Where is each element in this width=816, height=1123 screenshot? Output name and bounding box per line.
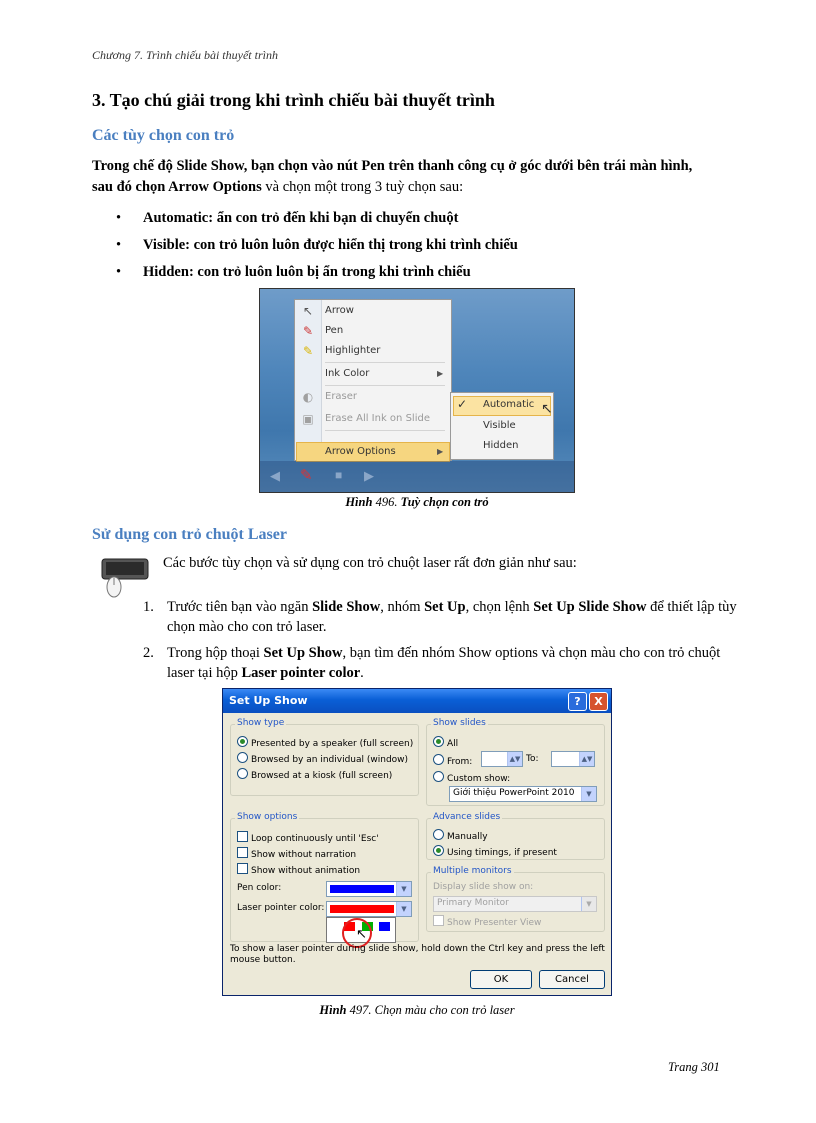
checkbox-presenter-view[interactable]: Show Presenter View bbox=[433, 915, 541, 928]
radio-browsed-individual[interactable]: Browsed by an individual (window) bbox=[237, 752, 408, 765]
laser-color-select[interactable] bbox=[326, 901, 412, 917]
chevron-down-icon: ▼ bbox=[581, 787, 596, 801]
intro-line-2 bbox=[92, 177, 463, 198]
page-number: Trang 301 bbox=[668, 1060, 720, 1074]
arrow-options-submenu bbox=[450, 392, 554, 460]
display-on-label: Display slide show on: bbox=[433, 882, 534, 892]
menu-item-erase-all[interactable]: Erase All Ink on Slide bbox=[325, 413, 430, 424]
figure-pointer-options bbox=[259, 288, 575, 493]
show-slides-label: Show slides bbox=[433, 718, 486, 728]
advance-slides-label: Advance slides bbox=[433, 812, 501, 822]
show-type-label: Show type bbox=[237, 718, 285, 728]
chevron-down-icon: ▼ bbox=[396, 902, 411, 916]
radio-custom-show[interactable]: Custom show: bbox=[433, 771, 510, 784]
next-icon[interactable]: ▶ bbox=[364, 468, 374, 483]
radio-presented[interactable]: Presented by a speaker (full screen) bbox=[237, 736, 413, 749]
page-header: Chương 7. Trình chiếu bài thuyết trình bbox=[92, 48, 278, 62]
dialog-titlebar bbox=[223, 689, 611, 713]
radio-timings[interactable]: Using timings, if present bbox=[433, 845, 557, 858]
laser-color-swatch bbox=[330, 905, 394, 913]
show-options-label: Show options bbox=[237, 812, 298, 822]
bullet-desc: : con trỏ luôn luôn bị ẩn trong khi trình chiếu bbox=[188, 264, 471, 280]
laser-intro: Các bước tùy chọn và sử dụng con trỏ chuột laser rất đơn giản như sau: bbox=[163, 555, 577, 571]
figure-497-caption: Hình 497. Chọn màu cho con trỏ laser bbox=[319, 1003, 515, 1017]
ok-button[interactable]: OK bbox=[470, 970, 532, 989]
bullet-term: Automatic bbox=[143, 210, 209, 226]
pen-color-select[interactable] bbox=[326, 881, 412, 897]
laser-hint-text: To show a laser pointer during slide show, hold down the Ctrl key and press the left mouse button. bbox=[230, 944, 605, 965]
chevron-down-icon: ▼ bbox=[581, 897, 596, 911]
menu-item-pen[interactable]: Pen bbox=[325, 325, 344, 336]
submenu-automatic[interactable]: Automatic bbox=[483, 399, 535, 410]
monitor-select[interactable]: Primary Monitor ▼ bbox=[433, 896, 597, 912]
menu-item-arrow-options[interactable]: Arrow Options ▶ bbox=[325, 446, 444, 457]
chevron-down-icon: ▼ bbox=[396, 882, 411, 896]
menu-item-arrow[interactable]: Arrow bbox=[325, 305, 354, 316]
menu-item-highlighter[interactable]: Highlighter bbox=[325, 345, 381, 356]
step-2: 2. Trong hộp thoại Set Up Show, bạn tìm đến nhóm Show options và chọn màu cho con trỏ chuột laser tại hộp Laser pointer color. bbox=[143, 645, 721, 681]
bullet-desc: : ẩn con trỏ đến khi bạn di chuyển chuột bbox=[208, 210, 459, 226]
radio-all[interactable]: All bbox=[433, 736, 458, 749]
swatch-blue[interactable] bbox=[379, 922, 390, 931]
bullet-term: Hidden bbox=[143, 264, 189, 280]
pen-color-swatch bbox=[330, 885, 394, 893]
check-icon: ✓ bbox=[457, 397, 468, 411]
subsection-title-pointer-options: Các tùy chọn con trỏ bbox=[92, 127, 235, 144]
prev-icon[interactable]: ◀ bbox=[270, 468, 280, 483]
pen-context-menu bbox=[294, 299, 452, 461]
menu-item-ink-color[interactable]: Ink Color ▶ bbox=[325, 368, 444, 379]
bullet-term: Visible bbox=[143, 237, 186, 253]
highlighter-icon: ✎ bbox=[302, 344, 314, 358]
section-title: 3. Tạo chú giải trong khi trình chiếu bài thuyết trình bbox=[92, 90, 495, 110]
close-button[interactable]: X bbox=[589, 692, 608, 711]
checkbox-no-narration[interactable]: Show without narration bbox=[237, 847, 356, 860]
step-1: 1. Trước tiên bạn vào ngăn Slide Show, nhóm Set Up, chọn lệnh Set Up Slide Show để thiết lập tùy chọn mào cho con trỏ laser. bbox=[143, 599, 737, 635]
figure-496-caption: Hình 496. Tuỳ chọn con trỏ bbox=[345, 495, 489, 509]
dialog-title: Set Up Show bbox=[229, 694, 308, 707]
multiple-monitors-label: Multiple monitors bbox=[433, 866, 512, 876]
menu-icon[interactable]: ■ bbox=[335, 468, 343, 482]
checkbox-loop[interactable]: Loop continuously until 'Esc' bbox=[237, 831, 379, 844]
laser-color-label: Laser pointer color: bbox=[237, 903, 325, 913]
submenu-hidden[interactable]: Hidden bbox=[483, 440, 519, 451]
set-up-show-dialog bbox=[222, 688, 612, 996]
cancel-button[interactable]: Cancel bbox=[539, 970, 605, 989]
intro-arrow-options: Arrow Options bbox=[168, 179, 262, 195]
slideshow-toolbar bbox=[260, 461, 574, 492]
radio-manually[interactable]: Manually bbox=[433, 829, 488, 842]
intro-prefix: sau đó chọn bbox=[92, 179, 169, 195]
pen-icon: ✎ bbox=[302, 324, 314, 338]
checkbox-no-animation[interactable]: Show without animation bbox=[237, 863, 360, 876]
to-input[interactable]: ▲▼ bbox=[551, 751, 595, 767]
subsection-title-laser: Sử dụng con trỏ chuột Laser bbox=[92, 526, 287, 543]
to-label: To: bbox=[526, 754, 539, 764]
pen-tool-icon[interactable]: ✎ bbox=[300, 468, 313, 484]
from-input[interactable]: ▲▼ bbox=[481, 751, 523, 767]
menu-item-eraser[interactable]: Eraser bbox=[325, 391, 358, 402]
eraser-icon: ◐ bbox=[302, 390, 314, 404]
submenu-visible[interactable]: Visible bbox=[483, 420, 516, 431]
help-button[interactable]: ? bbox=[568, 692, 587, 711]
pen-color-label: Pen color: bbox=[237, 883, 282, 893]
custom-show-select[interactable]: Giới thiệu PowerPoint 2010 ▼ bbox=[449, 786, 597, 802]
bullet-desc: : con trỏ luôn luôn được hiển thị trong khi trình chiếu bbox=[185, 237, 518, 253]
radio-browsed-kiosk[interactable]: Browsed at a kiosk (full screen) bbox=[237, 768, 392, 781]
laser-mouse-icon bbox=[98, 553, 152, 599]
intro-suffix: và chọn một trong 3 tuỳ chọn sau: bbox=[261, 179, 464, 195]
radio-from[interactable]: From: bbox=[433, 754, 472, 767]
cursor-icon: ↖ bbox=[356, 927, 367, 942]
erase-all-icon: ▣ bbox=[302, 412, 314, 426]
arrow-icon: ↖ bbox=[302, 304, 314, 318]
intro-line-1: Trong chế độ Slide Show, bạn chọn vào nút Pen trên thanh công cụ ở góc dưới bên trái màn hình, bbox=[92, 158, 693, 174]
cursor-icon: ↖ bbox=[541, 401, 553, 417]
